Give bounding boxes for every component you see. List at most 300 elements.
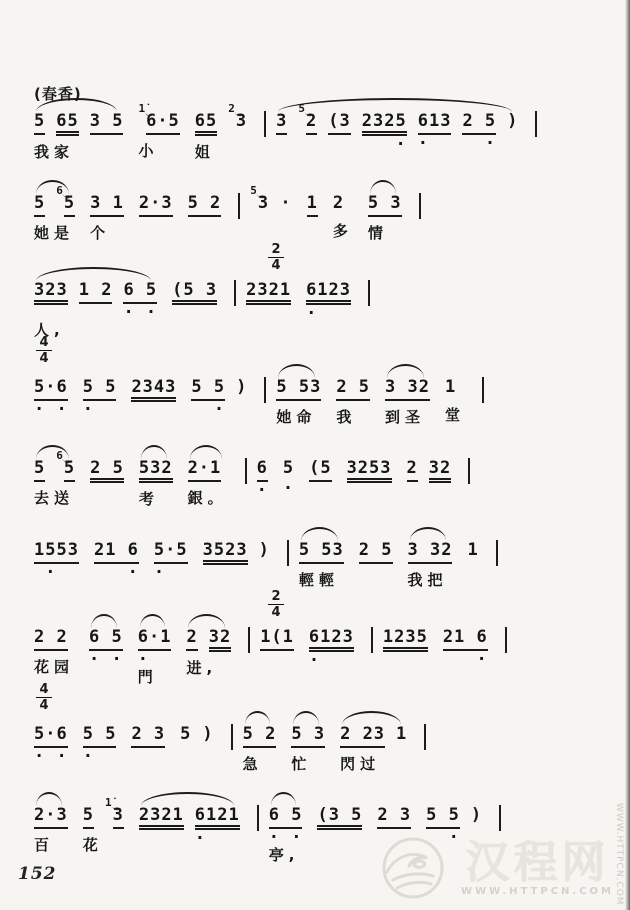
note-tokens bbox=[153, 540, 188, 578]
octave-dots: . bbox=[282, 474, 295, 494]
watermark-logo-icon bbox=[369, 834, 455, 902]
page-number: 152 bbox=[18, 864, 57, 884]
note-group bbox=[276, 362, 321, 427]
note-digits: 6·5 bbox=[146, 111, 180, 135]
note bbox=[82, 724, 117, 762]
note-group bbox=[34, 265, 157, 340]
note-tokens bbox=[89, 627, 123, 665]
barline bbox=[505, 627, 507, 653]
note-row bbox=[333, 193, 344, 215]
note-group bbox=[139, 443, 173, 509]
lyric-text: 我家 bbox=[34, 143, 75, 161]
note-row bbox=[250, 184, 292, 215]
note-group bbox=[308, 612, 354, 666]
note-row bbox=[307, 193, 318, 217]
barline bbox=[468, 458, 470, 484]
time-signature-denominator: 4 bbox=[271, 605, 281, 620]
note-tokens bbox=[82, 377, 117, 415]
note-digits: 3 · bbox=[257, 193, 292, 213]
time-signature-numerator: 2 bbox=[268, 590, 284, 605]
note-digits: 2 bbox=[332, 193, 345, 213]
note-group bbox=[34, 612, 74, 677]
note-row bbox=[90, 458, 124, 483]
note-row bbox=[377, 805, 411, 829]
lyric-text: 她命 bbox=[276, 408, 317, 426]
note bbox=[276, 111, 287, 146]
note-tokens bbox=[368, 193, 402, 217]
grace-note: 6 bbox=[56, 184, 63, 197]
note bbox=[256, 458, 268, 496]
note-tokens bbox=[34, 724, 68, 762]
note-row bbox=[243, 724, 277, 748]
note-digits: 1553 bbox=[34, 540, 79, 564]
time-signature-denominator: 4 bbox=[39, 698, 49, 713]
note-row bbox=[408, 540, 453, 564]
octave-dots: . bbox=[82, 395, 117, 415]
note-digits: 65 bbox=[56, 111, 78, 136]
octave-dots: . . bbox=[34, 742, 68, 762]
note bbox=[139, 805, 184, 840]
note-row bbox=[34, 111, 45, 135]
watermark-name: 汉程网 bbox=[465, 836, 610, 888]
note-digits: 3 5 bbox=[90, 111, 124, 135]
note-row bbox=[180, 724, 191, 746]
note-group bbox=[180, 709, 214, 746]
note-digits: 5 bbox=[34, 458, 45, 482]
note-digits: (3 bbox=[328, 111, 350, 135]
note-group bbox=[188, 178, 222, 217]
note-group bbox=[138, 96, 179, 161]
note-row bbox=[291, 724, 325, 748]
score-line bbox=[34, 242, 614, 340]
note-digits: 2·1 bbox=[188, 458, 222, 482]
note-tokens bbox=[139, 458, 173, 483]
note-row bbox=[83, 805, 94, 829]
note-row bbox=[139, 458, 173, 483]
role-label: (春香) bbox=[34, 85, 82, 103]
lyric-text: 急 bbox=[242, 755, 263, 773]
grace-note: 2 bbox=[228, 102, 235, 115]
note-group bbox=[138, 790, 240, 844]
note-digits: 6·1 bbox=[138, 627, 172, 651]
note-group bbox=[34, 96, 123, 162]
lyric-text: 到圣 bbox=[385, 408, 426, 426]
note bbox=[34, 627, 68, 651]
note-tokens bbox=[359, 540, 393, 564]
note-tokens bbox=[408, 540, 453, 564]
note-row bbox=[139, 805, 184, 830]
note-tokens bbox=[82, 724, 117, 762]
note-group bbox=[256, 443, 268, 496]
note-row bbox=[299, 540, 344, 564]
note bbox=[139, 458, 173, 483]
note bbox=[34, 805, 68, 829]
note-row bbox=[195, 111, 217, 136]
barline bbox=[231, 724, 233, 750]
note-tokens bbox=[180, 724, 214, 746]
note-digits: 1 bbox=[396, 724, 408, 744]
lyric-text: 她是 bbox=[34, 224, 75, 242]
note-tokens bbox=[138, 805, 240, 844]
note bbox=[417, 111, 452, 149]
note-row bbox=[56, 449, 76, 482]
score-line bbox=[34, 525, 614, 590]
octave-dots: . bbox=[82, 742, 117, 762]
octave-dots: . bbox=[306, 299, 352, 319]
note-tokens bbox=[467, 540, 478, 562]
note bbox=[153, 540, 188, 578]
note-group bbox=[34, 362, 68, 415]
note-digits: 2 bbox=[407, 458, 418, 482]
note bbox=[260, 627, 294, 651]
barline bbox=[496, 540, 498, 566]
note-tokens bbox=[276, 377, 321, 401]
note-digits: ) bbox=[202, 724, 214, 744]
watermark bbox=[369, 834, 614, 902]
note-row bbox=[507, 111, 518, 133]
note bbox=[361, 111, 407, 150]
barline bbox=[238, 193, 240, 219]
note-row bbox=[317, 805, 362, 830]
octave-dots: . bbox=[191, 395, 226, 415]
barline bbox=[482, 377, 484, 403]
note-row bbox=[34, 280, 68, 305]
note-digits: 5 bbox=[64, 458, 75, 482]
note-tokens bbox=[172, 280, 217, 305]
note bbox=[139, 193, 173, 217]
note-digits: 3 32 bbox=[385, 377, 430, 401]
octave-dots: . bbox=[93, 558, 139, 578]
note-group bbox=[195, 96, 247, 162]
note-tokens bbox=[34, 184, 76, 217]
note-tokens bbox=[34, 627, 74, 651]
octave-dots: . bbox=[417, 129, 452, 149]
note-group bbox=[317, 790, 362, 830]
note-tokens bbox=[256, 458, 268, 496]
note-row bbox=[104, 796, 124, 829]
note bbox=[408, 540, 453, 564]
note-tokens bbox=[377, 805, 411, 829]
note bbox=[298, 102, 318, 146]
lyric-text: 进, bbox=[186, 659, 218, 677]
note-tokens bbox=[385, 377, 430, 401]
note bbox=[333, 193, 344, 215]
note-digits: ) bbox=[507, 111, 519, 131]
note-tokens bbox=[90, 458, 124, 483]
watermark-url: WWW.HTTPCN.COM bbox=[461, 885, 614, 897]
note-tokens bbox=[188, 193, 222, 217]
note-row bbox=[79, 280, 113, 304]
note-digits: 2 3 bbox=[131, 724, 165, 748]
octave-dots: . bbox=[426, 823, 460, 843]
note bbox=[123, 280, 158, 318]
note-row bbox=[276, 111, 287, 135]
note-row bbox=[34, 458, 45, 482]
note-row bbox=[34, 627, 68, 651]
note bbox=[236, 377, 247, 411]
note-group bbox=[153, 525, 188, 578]
time-signature-denominator: 4 bbox=[39, 351, 49, 366]
note-digits: 5 2 bbox=[188, 193, 222, 217]
note bbox=[194, 805, 240, 844]
note-tokens bbox=[246, 280, 291, 305]
note-digits: 2 bbox=[306, 111, 317, 135]
note bbox=[291, 724, 325, 748]
note-row bbox=[90, 193, 124, 217]
note-row bbox=[56, 184, 76, 217]
note-group bbox=[93, 525, 139, 578]
octave-dots: . bbox=[308, 646, 354, 666]
note bbox=[445, 377, 456, 399]
note-tokens bbox=[299, 540, 344, 564]
note-group bbox=[269, 790, 303, 865]
note-row bbox=[340, 724, 385, 748]
note bbox=[317, 805, 362, 830]
barline bbox=[535, 111, 537, 137]
octave-dots: . bbox=[137, 645, 172, 665]
note bbox=[90, 111, 124, 136]
note bbox=[396, 724, 407, 748]
note-row bbox=[172, 280, 217, 305]
note-digits: 2 5 bbox=[90, 458, 124, 483]
note-row bbox=[429, 458, 451, 483]
note bbox=[195, 111, 217, 136]
note-digits: 1 2 bbox=[79, 280, 113, 304]
octave-dots: . bbox=[256, 476, 268, 496]
note-row bbox=[131, 724, 165, 748]
note-tokens bbox=[333, 193, 353, 215]
note bbox=[336, 377, 370, 401]
note-group bbox=[34, 525, 79, 578]
note-row bbox=[139, 193, 173, 217]
note-group bbox=[188, 443, 228, 508]
note-digits: 1 bbox=[307, 193, 318, 217]
note-row bbox=[336, 377, 370, 401]
note bbox=[250, 184, 292, 215]
lyric-text: 堂 bbox=[444, 406, 465, 424]
note-group bbox=[385, 362, 430, 427]
note-row bbox=[359, 540, 393, 564]
note-row bbox=[138, 102, 180, 135]
barline bbox=[499, 805, 501, 831]
note-row bbox=[328, 111, 350, 135]
note-group bbox=[383, 612, 428, 652]
note-row bbox=[188, 458, 222, 482]
note-row bbox=[34, 805, 68, 829]
note-group bbox=[426, 790, 483, 843]
note-tokens bbox=[308, 627, 354, 666]
note-digits: 1 bbox=[444, 377, 457, 397]
note bbox=[56, 449, 76, 482]
note-group bbox=[306, 265, 352, 319]
note-digits: 5 bbox=[64, 193, 75, 217]
note-digits: 2 23 bbox=[340, 724, 385, 748]
note-row bbox=[471, 805, 482, 827]
note bbox=[507, 111, 518, 146]
octave-dots: . bbox=[442, 645, 488, 665]
note-tokens bbox=[131, 724, 165, 748]
barline bbox=[371, 627, 373, 653]
note-digits: 613 bbox=[418, 111, 452, 135]
note-group bbox=[34, 709, 68, 762]
note bbox=[407, 458, 418, 483]
note-digits: 2325 bbox=[362, 111, 407, 136]
note-tokens bbox=[194, 102, 248, 136]
lyric-text: 姐 bbox=[194, 143, 215, 161]
note-tokens bbox=[137, 627, 172, 665]
lyric-text: 人, bbox=[34, 321, 65, 339]
note-tokens bbox=[336, 377, 370, 401]
lyric-text: 門 bbox=[137, 668, 158, 686]
note-digits: 2 3 bbox=[377, 805, 411, 829]
note-tokens bbox=[340, 724, 407, 748]
note bbox=[383, 627, 428, 652]
note-tokens bbox=[188, 458, 228, 482]
note-digits: 6123 bbox=[306, 280, 351, 305]
note-tokens bbox=[186, 627, 231, 652]
note-group bbox=[246, 265, 291, 305]
note bbox=[228, 102, 248, 136]
note-tokens bbox=[407, 458, 452, 483]
score-line bbox=[34, 335, 614, 427]
note-digits: 1235 bbox=[383, 627, 428, 652]
note-group bbox=[34, 790, 68, 855]
note bbox=[93, 540, 139, 578]
note bbox=[131, 377, 176, 402]
note bbox=[246, 280, 291, 305]
note-digits: (5 3 bbox=[172, 280, 217, 305]
note-digits: 2·3 bbox=[139, 193, 173, 217]
note-group bbox=[89, 612, 123, 665]
octave-dots: . bbox=[361, 130, 407, 150]
note-row bbox=[260, 627, 294, 651]
note-group bbox=[407, 443, 452, 483]
note bbox=[89, 627, 123, 665]
note-row bbox=[467, 540, 478, 562]
note-digits: 21 6 bbox=[94, 540, 139, 564]
score-line bbox=[34, 589, 614, 687]
note-group bbox=[276, 96, 519, 150]
note-row bbox=[396, 724, 407, 746]
grace-note: 5 bbox=[250, 184, 257, 197]
note bbox=[82, 377, 117, 415]
barline bbox=[424, 724, 426, 750]
octave-dots: . . bbox=[123, 298, 158, 318]
lyric-text: 輕輕 bbox=[298, 571, 339, 589]
note bbox=[340, 724, 385, 748]
note-digits: 5 bbox=[282, 458, 295, 478]
lyric-text: 閃过 bbox=[340, 755, 381, 773]
note-group bbox=[291, 709, 325, 774]
note-digits: 2 5 bbox=[359, 540, 393, 564]
note-digits: 2 2 bbox=[34, 627, 68, 651]
note bbox=[467, 540, 478, 562]
time-signature bbox=[36, 683, 52, 712]
score-line bbox=[34, 178, 614, 243]
note-digits: ) bbox=[258, 540, 270, 560]
note-digits: 1 bbox=[467, 540, 479, 560]
note-row bbox=[188, 193, 222, 217]
watermark-url-vertical: WWW.HTTPCN.COM bbox=[614, 803, 624, 906]
note-digits: 6 5 bbox=[269, 805, 303, 829]
note-group bbox=[309, 443, 331, 482]
note-row bbox=[209, 627, 231, 652]
note-tokens bbox=[34, 805, 68, 829]
note bbox=[188, 458, 222, 482]
grace-note: 5 bbox=[298, 102, 306, 115]
note-digits: 6 5 bbox=[123, 280, 157, 304]
note-tokens bbox=[139, 193, 173, 217]
note-group bbox=[139, 178, 173, 217]
time-signature bbox=[36, 336, 52, 365]
note-group bbox=[336, 362, 370, 427]
note-group bbox=[131, 709, 165, 748]
note-tokens bbox=[93, 540, 139, 578]
note-digits: 2343 bbox=[131, 377, 176, 402]
note-digits: 5 3 bbox=[291, 724, 325, 748]
note-group bbox=[82, 362, 117, 415]
note-digits: 6 bbox=[257, 458, 268, 482]
note-digits: 3 32 bbox=[408, 540, 453, 564]
note-digits: ) bbox=[236, 377, 248, 397]
note bbox=[203, 540, 248, 565]
note-row bbox=[56, 111, 78, 136]
note-row bbox=[203, 540, 248, 565]
note-digits: 6121 bbox=[195, 805, 240, 830]
note bbox=[368, 193, 402, 217]
note bbox=[137, 627, 172, 665]
note bbox=[186, 627, 197, 652]
note bbox=[34, 724, 68, 762]
page-edge-shadow bbox=[625, 0, 630, 910]
note-group bbox=[83, 790, 124, 855]
note-digits: 3523 bbox=[203, 540, 248, 565]
note bbox=[328, 111, 350, 146]
note-digits: 6123 bbox=[309, 627, 354, 652]
note-tokens bbox=[383, 627, 428, 652]
note-digits: 3253 bbox=[347, 458, 392, 483]
note-digits: 2321 bbox=[139, 805, 184, 830]
note-tokens bbox=[34, 280, 158, 318]
note-row bbox=[228, 102, 248, 133]
note-digits: 5·6 bbox=[34, 377, 68, 401]
note-digits: 65 bbox=[195, 111, 217, 136]
note-tokens bbox=[276, 102, 519, 150]
note-group bbox=[333, 178, 353, 241]
note-row bbox=[309, 458, 331, 482]
note-digits: 1(1 bbox=[260, 627, 294, 651]
note-row bbox=[276, 377, 321, 401]
note-digits: 5 bbox=[34, 193, 45, 217]
note-group bbox=[243, 709, 277, 774]
note bbox=[209, 627, 231, 652]
note-tokens bbox=[317, 805, 362, 830]
note-tokens bbox=[34, 111, 123, 136]
lyric-text: 考 bbox=[138, 490, 159, 508]
note-digits: 5·5 bbox=[154, 540, 188, 564]
note-group bbox=[299, 525, 344, 590]
note-digits: 5 bbox=[180, 724, 192, 744]
lyric-text: 忙 bbox=[291, 755, 312, 773]
note bbox=[34, 458, 45, 482]
note bbox=[180, 724, 191, 746]
grace-note: 6 bbox=[56, 449, 63, 462]
note-tokens bbox=[90, 193, 124, 217]
note-digits: 5 53 bbox=[299, 540, 344, 564]
note bbox=[104, 796, 124, 829]
note-tokens bbox=[34, 449, 76, 482]
note-tokens bbox=[34, 540, 79, 578]
